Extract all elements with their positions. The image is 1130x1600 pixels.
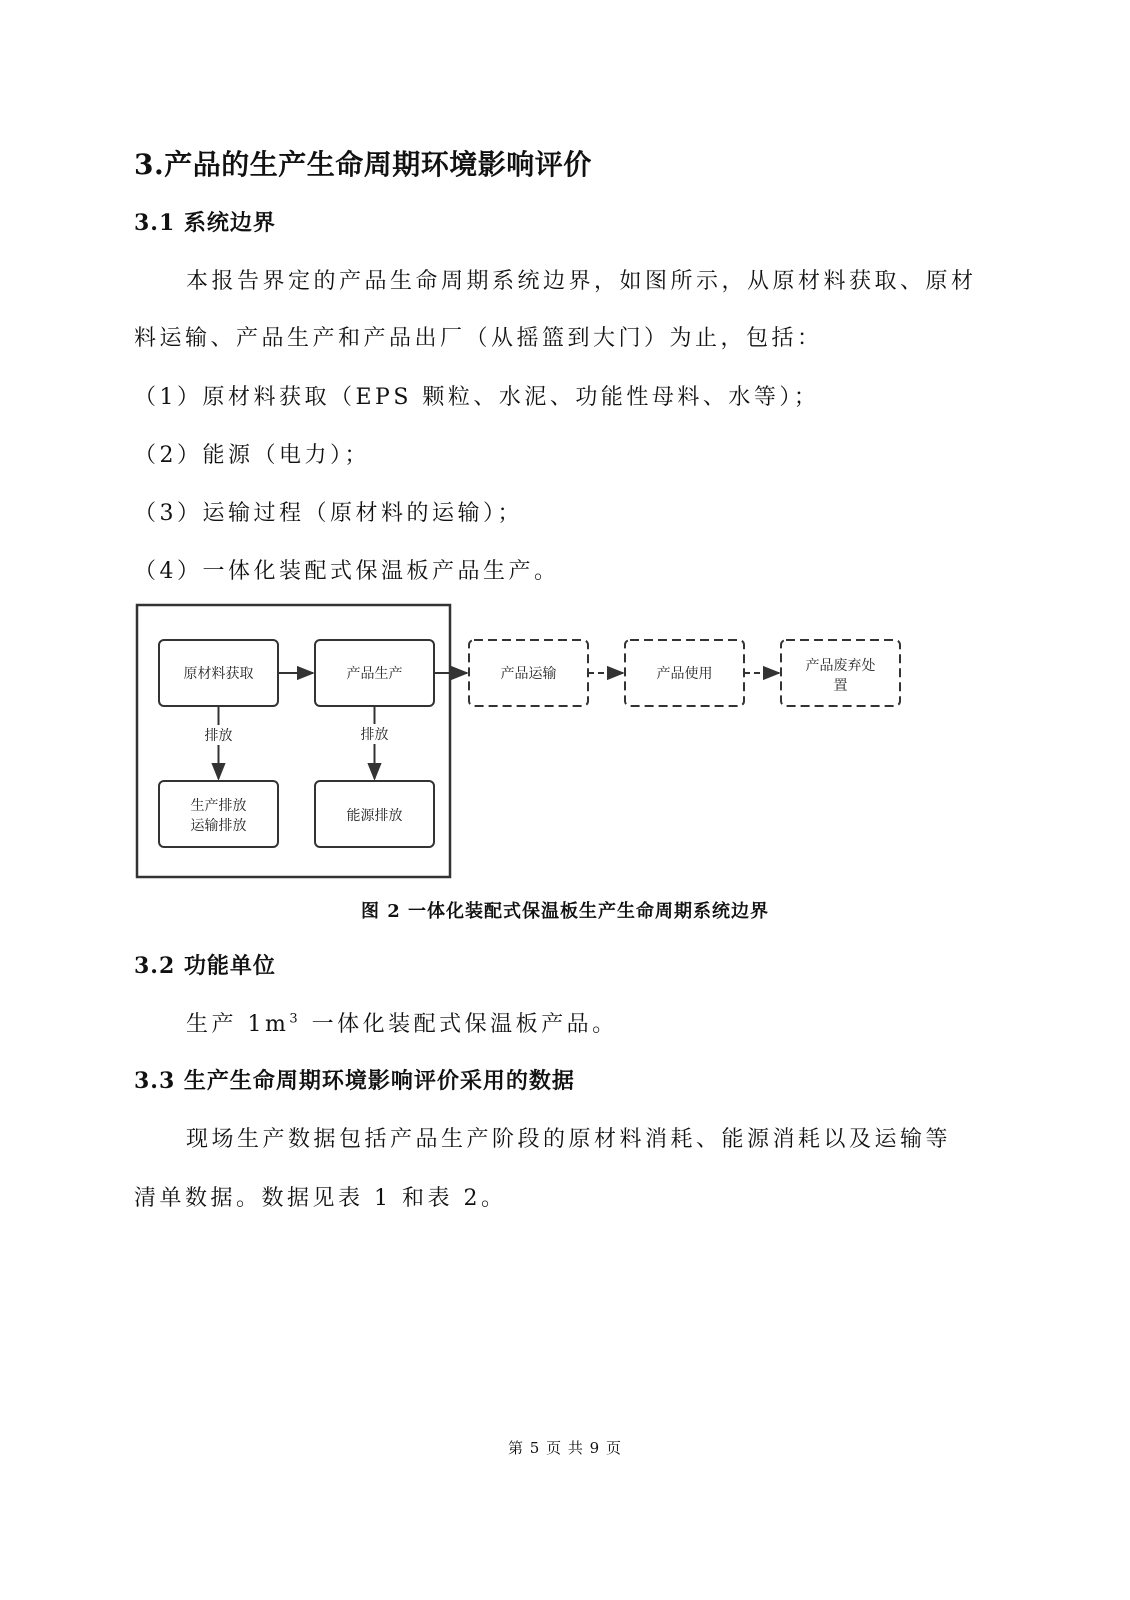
figure-caption: 图 2 一体化装配式保温板生产生命周期系统边界 <box>360 901 770 922</box>
list-item: （1）原材料获取（EPS 颗粒、水泥、功能性母料、水等）； <box>134 385 820 410</box>
data-paragraph-line-2: 清单数据。数据见表 1 和表 2。 <box>134 1186 507 1211</box>
section-title: 3.产品的生产生命周期环境影响评价 <box>134 148 592 181</box>
functional-unit-suffix: 一体化装配式保温板产品。 <box>301 1012 618 1037</box>
node-emissions-label-line-2: 运输排放 <box>190 818 247 834</box>
edge-label-emission-2: 排放 <box>360 727 389 743</box>
heading-3-1: 3.1 系统边界 <box>134 210 276 236</box>
node-emissions-label-line-1: 生产排放 <box>190 798 247 814</box>
node-production-label: 产品生产 <box>346 666 403 682</box>
functional-unit-text <box>186 1007 618 1038</box>
list-item: （4）一体化装配式保温板产品生产。 <box>134 559 560 584</box>
node-disposal-label-line-2: 置 <box>833 678 848 694</box>
node-disposal-label-line-1: 产品废弃处 <box>805 658 876 674</box>
intro-paragraph-line-1: 本报告界定的产品生命周期系统边界，如图所示，从原材料获取、原材 <box>186 269 977 294</box>
node-energy-emissions-label: 能源排放 <box>346 808 403 824</box>
heading-3-2: 3.2 功能单位 <box>134 953 276 979</box>
edge-label-emission-1: 排放 <box>204 728 233 744</box>
functional-unit-prefix: 生产 1m <box>186 1012 290 1037</box>
node-transport-label: 产品运输 <box>500 666 557 682</box>
functional-unit-superscript: 3 <box>289 1011 302 1027</box>
node-raw-material-label: 原材料获取 <box>183 666 254 682</box>
node-use-label: 产品使用 <box>656 666 713 682</box>
heading-3-3: 3.3 生产生命周期环境影响评价采用的数据 <box>134 1068 575 1094</box>
list-item: （3）运输过程（原材料的运输）； <box>134 501 523 526</box>
page-footer: 第 5 页 共 9 页 <box>508 1439 622 1457</box>
list-item: （2）能源（电力）； <box>134 443 370 468</box>
node-emissions <box>159 781 278 847</box>
data-paragraph-line-1: 现场生产数据包括产品生产阶段的原材料消耗、能源消耗以及运输等 <box>186 1127 952 1152</box>
intro-paragraph-line-2: 料运输、产品生产和产品出厂（从摇篮到大门）为止，包括： <box>134 326 823 351</box>
